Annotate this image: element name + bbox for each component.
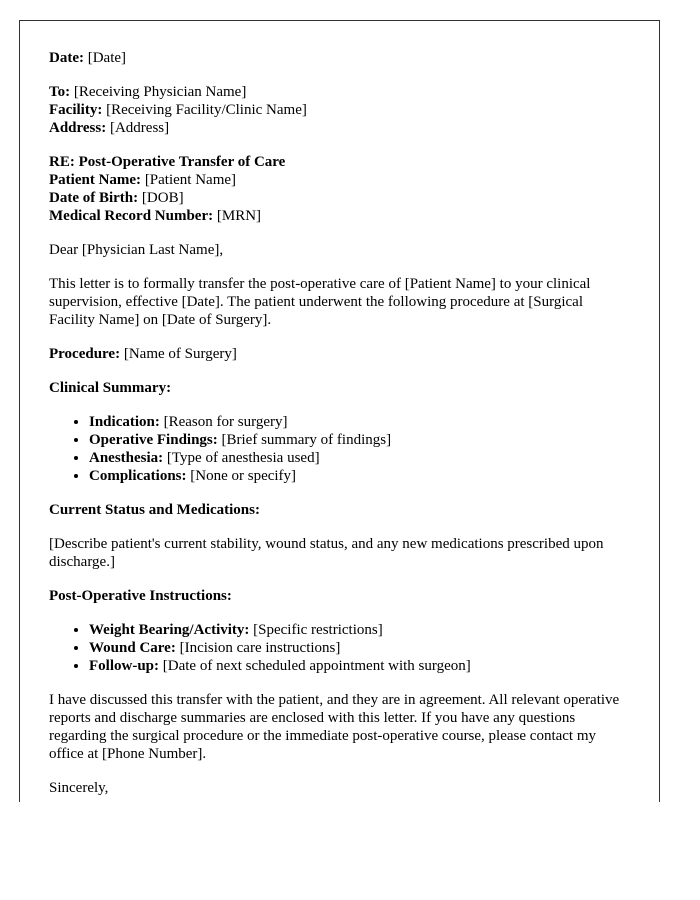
instructions-heading: Post-Operative Instructions: xyxy=(49,588,232,604)
subject-line: RE: Post-Operative Transfer of Care xyxy=(49,154,286,170)
clinical-summary-heading: Clinical Summary: xyxy=(49,380,172,396)
list-item: • Indication: [Reason for surgery] xyxy=(89,413,630,431)
list-item: • Operative Findings: [Brief summary of findings] xyxy=(89,431,630,449)
signoff: Sincerely, xyxy=(49,780,109,796)
instructions-list xyxy=(49,621,630,675)
intro-paragraph: This letter is to formally transfer the post-operative care of [Patient Name] to your clinical supervision, effective [Date]. The patient underwent the following procedure at [Surgical Facility Name] on [Date of Surgery]. xyxy=(49,276,591,328)
re-block: RE: Post-Operative Transfer of Care Patient Name: [Patient Name] Date of Birth: [DOB] Medical Record Number: [MRN] xyxy=(49,154,286,224)
salutation: Dear [Physician Last Name], xyxy=(49,242,224,258)
procedure-line: Procedure: [Name of Surgery] xyxy=(49,346,237,362)
current-status-heading: Current Status and Medications: xyxy=(49,502,260,518)
list-item: • Weight Bearing/Activity: [Specific restrictions] xyxy=(89,621,630,639)
list-item: • Follow-up: [Date of next scheduled appointment with surgeon] xyxy=(89,657,630,675)
clinical-summary-list xyxy=(49,413,630,485)
recipient-block: To: [Receiving Physician Name] Facility: [Receiving Facility/Clinic Name] Address: [Address] xyxy=(49,84,307,136)
list-item: • Complications: [None or specify] xyxy=(89,467,630,485)
letter-page xyxy=(19,20,660,802)
date-line: Date: [Date] xyxy=(49,50,127,66)
list-item: • Anesthesia: [Type of anesthesia used] xyxy=(89,449,630,467)
closing-paragraph: I have discussed this transfer with the patient, and they are in agreement. All relevant operative reports and discharge summaries are enclosed with this letter. If you have any questions regarding the surgical procedure or the immediate post-operative course, please contact my office at [Phone Number]. xyxy=(49,692,620,762)
list-item: • Wound Care: [Incision care instructions] xyxy=(89,639,630,657)
current-status-text: [Describe patient's current stability, wound status, and any new medications prescribed upon discharge.] xyxy=(49,536,604,570)
